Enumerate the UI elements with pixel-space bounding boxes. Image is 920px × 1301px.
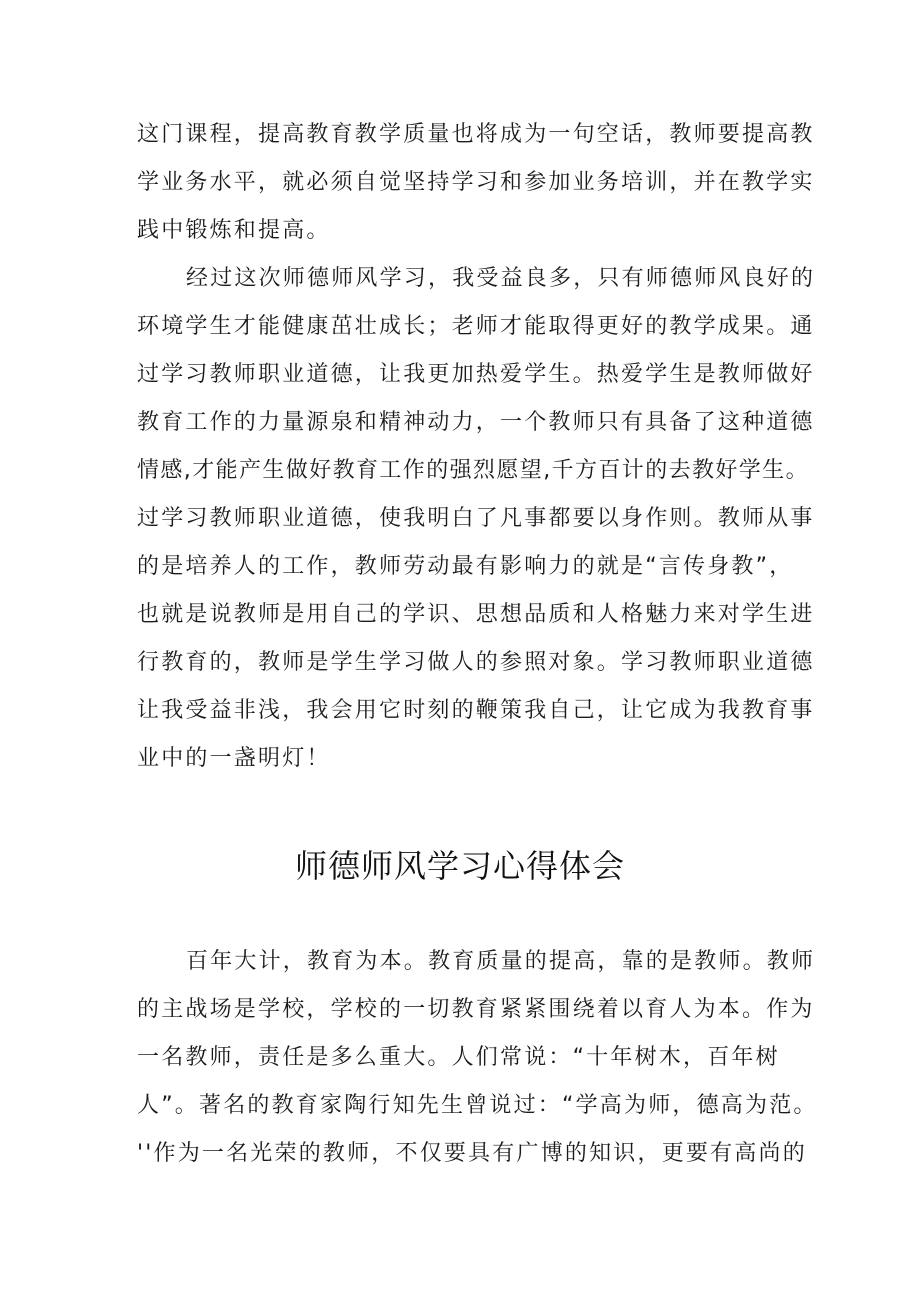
paragraph-line: 业中的一盏明灯！ — [137, 746, 331, 771]
paragraph-line: 学业务水平，就必须自觉坚持学习和参加业务培训，并在教学实 — [137, 170, 815, 195]
paragraph-line: 过学习教师职业道德，让我更加热爱学生。热爱学生是教师做好 — [137, 362, 815, 387]
paragraph-line: 让我受益非浅，我会用它时刻的鞭策我自己，让它成为我教育事 — [137, 698, 815, 723]
document-title: 师德师风学习心得体会 — [294, 847, 625, 885]
paragraph-line: ''作为一名光荣的教师，不仅要具有广博的知识，更要有高尚的 — [137, 1141, 807, 1166]
paragraph-line: 过学习教师职业道德，使我明白了凡事都要以身作则。教师从事 — [137, 506, 815, 531]
paragraph-line: 一名教师，责任是多么重大。人们常说：“十年树木，百年树 — [137, 1045, 780, 1070]
paragraph-line: 行教育的，教师是学生学习做人的参照对象。学习教师职业道德 — [137, 650, 815, 675]
paragraph-line: 的主战场是学校，学校的一切教育紧紧围绕着以育人为本。作为 — [137, 997, 815, 1022]
paragraph-line: 这门课程，提高教育教学质量也将成为一句空话，教师要提高教 — [137, 122, 815, 147]
paragraph-line: 教育工作的力量源泉和精神动力，一个教师只有具备了这种道德 — [137, 410, 815, 435]
paragraph-line: 情感,才能产生做好教育工作的强烈愿望,千方百计的去教好学生。 — [137, 458, 809, 483]
paragraph-line: 环境学生才能健康茁壮成长；老师才能取得更好的教学成果。通 — [137, 314, 815, 339]
paragraph-line: 践中锻炼和提高。 — [137, 218, 331, 243]
paragraph-line: 的是培养人的工作，教师劳动最有影响力的就是“言传身教”， — [137, 554, 794, 579]
paragraph-line: 百年大计，教育为本。教育质量的提高，靠的是教师。教师 — [186, 949, 816, 974]
paragraph-line: 人”。著名的教育家陶行知先生曾说过：“学高为师，德高为范。 — [137, 1093, 818, 1118]
paragraph-line: 经过这次师德师风学习，我受益良多，只有师德师风良好的 — [186, 266, 816, 291]
paragraph-line: 也就是说教师是用自己的学识、思想品质和人格魅力来对学生进 — [137, 602, 815, 627]
